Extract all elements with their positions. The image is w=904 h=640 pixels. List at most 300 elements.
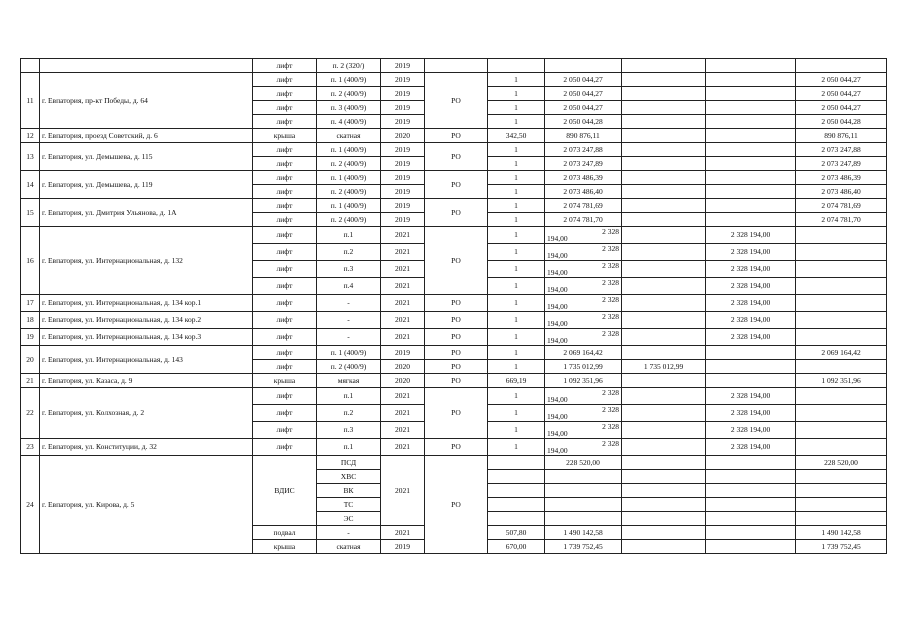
- quantity-cell: [488, 498, 545, 512]
- work-detail-cell: п.4: [317, 278, 381, 295]
- cost-cell: 2 050 044,27: [545, 87, 622, 101]
- address-cell: г. Евпатория, ул. Колхозная, д. 2: [40, 388, 253, 439]
- amount-2020-cell: [622, 143, 706, 157]
- row-number: 23: [21, 439, 40, 456]
- work-detail-cell: п. 1 (400/9): [317, 199, 381, 213]
- total-cell: [796, 422, 887, 439]
- year-cell: 2019: [381, 185, 425, 199]
- cost-cell: 2 328 194,00: [545, 388, 622, 405]
- year-cell: 2021: [381, 439, 425, 456]
- work-detail-cell: п. 2 (320/): [317, 59, 381, 73]
- quantity-cell: 1: [488, 360, 545, 374]
- work-detail-cell: п. 1 (400/9): [317, 346, 381, 360]
- quantity-cell: 1: [488, 213, 545, 227]
- year-cell: 2021: [381, 261, 425, 278]
- amount-2021-cell: [706, 129, 796, 143]
- amount-2020-cell: [622, 312, 706, 329]
- year-cell: 2019: [381, 87, 425, 101]
- amount-2020-cell: [622, 456, 706, 470]
- row-number: 18: [21, 312, 40, 329]
- total-cell: 890 876,11: [796, 129, 887, 143]
- total-cell: [796, 244, 887, 261]
- amount-2021-cell: 2 328 194,00: [706, 422, 796, 439]
- row-number: 22: [21, 388, 40, 439]
- cost-cell: 2 328 194,00: [545, 422, 622, 439]
- amount-2020-cell: [622, 498, 706, 512]
- quantity-cell: 669,19: [488, 374, 545, 388]
- table-row: [21, 329, 887, 346]
- table-row: [21, 439, 887, 456]
- work-detail-cell: ТС: [317, 498, 381, 512]
- total-cell: 1 739 752,45: [796, 540, 887, 554]
- address-cell: г. Евпатория, ул. Интернациональная, д. 134 кор.2: [40, 312, 253, 329]
- address-cell: г. Евпатория, пр-кт Победы, д. 64: [40, 73, 253, 129]
- work-detail-cell: п.1: [317, 439, 381, 456]
- work-detail-cell: п.2: [317, 405, 381, 422]
- work-type-cell: крыша: [253, 540, 317, 554]
- total-cell: [796, 439, 887, 456]
- quantity-cell: [488, 59, 545, 73]
- cost-cell: 1 735 012,99: [545, 360, 622, 374]
- cost-cell: 2 050 044,27: [545, 73, 622, 87]
- quantity-cell: 1: [488, 171, 545, 185]
- method-cell: РО: [425, 227, 488, 295]
- amount-2021-cell: 2 328 194,00: [706, 278, 796, 295]
- row-number: 11: [21, 73, 40, 129]
- year-cell: 2021: [381, 244, 425, 261]
- amount-2020-cell: [622, 59, 706, 73]
- amount-2020-cell: [622, 405, 706, 422]
- cost-cell: 890 876,11: [545, 129, 622, 143]
- year-cell: 2019: [381, 346, 425, 360]
- table-row: [21, 388, 887, 405]
- work-type-cell: лифт: [253, 157, 317, 171]
- total-cell: [796, 278, 887, 295]
- method-cell: РО: [425, 360, 488, 374]
- table-row: [21, 143, 887, 157]
- amount-2021-cell: 2 328 194,00: [706, 329, 796, 346]
- total-cell: 2 074 781,69: [796, 199, 887, 213]
- row-number: 14: [21, 171, 40, 199]
- method-cell: РО: [425, 199, 488, 227]
- work-detail-cell: п.2: [317, 244, 381, 261]
- year-cell: 2019: [381, 199, 425, 213]
- work-type-cell: лифт: [253, 360, 317, 374]
- table-row: [21, 227, 887, 244]
- cost-cell: 2 074 781,70: [545, 213, 622, 227]
- amount-2021-cell: 2 328 194,00: [706, 244, 796, 261]
- work-detail-cell: мягкая: [317, 374, 381, 388]
- year-cell: 2019: [381, 213, 425, 227]
- table-row: [21, 312, 887, 329]
- amount-2021-cell: [706, 73, 796, 87]
- year-cell: 2021: [381, 278, 425, 295]
- table-row: [21, 374, 887, 388]
- work-detail-cell: -: [317, 526, 381, 540]
- address-cell: г. Евпатория, ул. Интернациональная, д. 143: [40, 346, 253, 374]
- cost-cell: 2 328 194,00: [545, 261, 622, 278]
- cost-cell: 1 490 142,58: [545, 526, 622, 540]
- row-number: 21: [21, 374, 40, 388]
- work-detail-cell: п. 1 (400/9): [317, 143, 381, 157]
- quantity-cell: [488, 470, 545, 484]
- total-cell: [796, 498, 887, 512]
- year-cell: 2020: [381, 129, 425, 143]
- amount-2021-cell: [706, 101, 796, 115]
- total-cell: [796, 512, 887, 526]
- method-cell: [425, 59, 488, 73]
- method-cell: РО: [425, 346, 488, 360]
- year-cell: 2019: [381, 540, 425, 554]
- amount-2021-cell: [706, 213, 796, 227]
- amount-2021-cell: [706, 456, 796, 470]
- year-cell: 2021: [381, 295, 425, 312]
- year-cell: 2021: [381, 456, 425, 526]
- row-number: 15: [21, 199, 40, 227]
- quantity-cell: 1: [488, 329, 545, 346]
- quantity-cell: 1: [488, 312, 545, 329]
- work-type-cell: лифт: [253, 227, 317, 244]
- work-detail-cell: п.3: [317, 422, 381, 439]
- work-type-cell: лифт: [253, 329, 317, 346]
- year-cell: 2019: [381, 101, 425, 115]
- year-cell: 2019: [381, 157, 425, 171]
- total-cell: [796, 329, 887, 346]
- work-detail-cell: -: [317, 312, 381, 329]
- amount-2020-cell: [622, 422, 706, 439]
- work-type-cell: лифт: [253, 73, 317, 87]
- address-cell: г. Евпатория, ул. Кирова, д. 5: [40, 456, 253, 554]
- quantity-cell: 670,00: [488, 540, 545, 554]
- method-cell: РО: [425, 73, 488, 129]
- amount-2020-cell: [622, 185, 706, 199]
- quantity-cell: 1: [488, 295, 545, 312]
- year-cell: 2021: [381, 329, 425, 346]
- quantity-cell: 507,80: [488, 526, 545, 540]
- quantity-cell: 1: [488, 143, 545, 157]
- row-number: 13: [21, 143, 40, 171]
- work-detail-cell: скатная: [317, 129, 381, 143]
- total-cell: [796, 59, 887, 73]
- amount-2020-cell: [622, 213, 706, 227]
- amount-2021-cell: [706, 143, 796, 157]
- amount-2020-cell: [622, 101, 706, 115]
- cost-cell: 2 074 781,69: [545, 199, 622, 213]
- work-detail-cell: п. 2 (400/9): [317, 360, 381, 374]
- cost-cell: [545, 498, 622, 512]
- amount-2020-cell: [622, 73, 706, 87]
- address-cell: г. Евпатория, ул. Казаса, д. 9: [40, 374, 253, 388]
- method-cell: РО: [425, 388, 488, 439]
- cost-cell: 2 328 194,00: [545, 439, 622, 456]
- amount-2021-cell: 2 328 194,00: [706, 312, 796, 329]
- amount-2021-cell: [706, 199, 796, 213]
- work-detail-cell: п. 1 (400/9): [317, 171, 381, 185]
- cost-cell: 1 092 351,96: [545, 374, 622, 388]
- total-cell: [796, 295, 887, 312]
- quantity-cell: 1: [488, 87, 545, 101]
- method-cell: РО: [425, 295, 488, 312]
- amount-2020-cell: [622, 129, 706, 143]
- quantity-cell: 1: [488, 199, 545, 213]
- quantity-cell: 1: [488, 244, 545, 261]
- method-cell: РО: [425, 171, 488, 199]
- amount-2020-cell: [622, 470, 706, 484]
- cost-cell: 2 328 194,00: [545, 278, 622, 295]
- cost-cell: [545, 470, 622, 484]
- work-detail-cell: п. 4 (400/9): [317, 115, 381, 129]
- work-type-cell: лифт: [253, 346, 317, 360]
- capital-repair-table: [20, 58, 887, 554]
- amount-2020-cell: [622, 278, 706, 295]
- amount-2020-cell: 1 735 012,99: [622, 360, 706, 374]
- work-type-cell: лифт: [253, 143, 317, 157]
- year-cell: 2021: [381, 526, 425, 540]
- cost-cell: 2 050 044,27: [545, 101, 622, 115]
- quantity-cell: [488, 456, 545, 470]
- work-type-cell: лифт: [253, 439, 317, 456]
- amount-2020-cell: [622, 374, 706, 388]
- table-row: [21, 73, 887, 87]
- work-type-cell: лифт: [253, 213, 317, 227]
- address-cell: г. Евпатория, ул. Интернациональная, д. 134 кор.3: [40, 329, 253, 346]
- year-cell: 2020: [381, 360, 425, 374]
- total-cell: [796, 484, 887, 498]
- total-cell: [796, 261, 887, 278]
- total-cell: [796, 227, 887, 244]
- year-cell: 2019: [381, 171, 425, 185]
- table-row: [21, 59, 887, 73]
- total-cell: 2 050 044,27: [796, 101, 887, 115]
- year-cell: 2021: [381, 405, 425, 422]
- work-detail-cell: п. 2 (400/9): [317, 185, 381, 199]
- amount-2020-cell: [622, 526, 706, 540]
- cost-cell: 2 069 164,42: [545, 346, 622, 360]
- amount-2021-cell: [706, 498, 796, 512]
- amount-2020-cell: [622, 227, 706, 244]
- table-row: [21, 199, 887, 213]
- address-cell: г. Евпатория, ул. Конституции, д. 32: [40, 439, 253, 456]
- work-detail-cell: ЭС: [317, 512, 381, 526]
- work-type-cell: лифт: [253, 312, 317, 329]
- amount-2020-cell: [622, 484, 706, 498]
- amount-2021-cell: [706, 171, 796, 185]
- method-cell: РО: [425, 129, 488, 143]
- amount-2020-cell: [622, 346, 706, 360]
- row-number: 24: [21, 456, 40, 554]
- amount-2021-cell: [706, 512, 796, 526]
- total-cell: 2 050 044,28: [796, 115, 887, 129]
- work-detail-cell: п. 2 (400/9): [317, 87, 381, 101]
- amount-2020-cell: [622, 388, 706, 405]
- method-cell: РО: [425, 143, 488, 171]
- work-detail-cell: -: [317, 295, 381, 312]
- work-type-cell: лифт: [253, 171, 317, 185]
- quantity-cell: 1: [488, 115, 545, 129]
- amount-2020-cell: [622, 329, 706, 346]
- total-cell: 2 073 247,89: [796, 157, 887, 171]
- method-cell: РО: [425, 329, 488, 346]
- work-type-cell: лифт: [253, 405, 317, 422]
- amount-2021-cell: 2 328 194,00: [706, 227, 796, 244]
- address-cell: г. Евпатория, ул. Интернациональная, д. 134 кор.1: [40, 295, 253, 312]
- cost-cell: 2 073 486,40: [545, 185, 622, 199]
- work-type-cell: лифт: [253, 87, 317, 101]
- total-cell: [796, 388, 887, 405]
- method-cell: РО: [425, 456, 488, 554]
- address-cell: г. Евпатория, ул. Интернациональная, д. 132: [40, 227, 253, 295]
- work-type-cell: крыша: [253, 129, 317, 143]
- work-type-cell: подвал: [253, 526, 317, 540]
- quantity-cell: 1: [488, 405, 545, 422]
- quantity-cell: 1: [488, 101, 545, 115]
- table-body: [21, 59, 887, 554]
- cost-cell: 2 328 194,00: [545, 244, 622, 261]
- amount-2021-cell: [706, 374, 796, 388]
- total-cell: 2 050 044,27: [796, 73, 887, 87]
- work-detail-cell: ПСД: [317, 456, 381, 470]
- address-cell: г. Евпатория, ул. Демышева, д. 115: [40, 143, 253, 171]
- work-type-cell: лифт: [253, 101, 317, 115]
- address-cell: г. Евпатория, ул. Дмитрия Ульянова, д. 1А: [40, 199, 253, 227]
- amount-2021-cell: 2 328 194,00: [706, 405, 796, 422]
- cost-cell: 2 073 247,88: [545, 143, 622, 157]
- amount-2021-cell: 2 328 194,00: [706, 439, 796, 456]
- total-cell: [796, 470, 887, 484]
- total-cell: 1 092 351,96: [796, 374, 887, 388]
- amount-2021-cell: [706, 115, 796, 129]
- work-type-cell: лифт: [253, 59, 317, 73]
- cost-cell: 2 328 194,00: [545, 405, 622, 422]
- total-cell: 1 490 142,58: [796, 526, 887, 540]
- cost-cell: 2 073 486,39: [545, 171, 622, 185]
- quantity-cell: 1: [488, 227, 545, 244]
- quantity-cell: 1: [488, 439, 545, 456]
- work-detail-cell: п. 1 (400/9): [317, 73, 381, 87]
- work-detail-cell: ХВС: [317, 470, 381, 484]
- cost-cell: 2 328 194,00: [545, 312, 622, 329]
- cost-cell: 228 520,00: [545, 456, 622, 470]
- work-type-cell: лифт: [253, 422, 317, 439]
- method-cell: РО: [425, 374, 488, 388]
- amount-2020-cell: [622, 512, 706, 526]
- cost-cell: 1 739 752,45: [545, 540, 622, 554]
- table-row: [21, 456, 887, 470]
- row-number: 19: [21, 329, 40, 346]
- year-cell: 2021: [381, 422, 425, 439]
- work-detail-cell: -: [317, 329, 381, 346]
- year-cell: 2021: [381, 312, 425, 329]
- quantity-cell: 1: [488, 346, 545, 360]
- quantity-cell: 1: [488, 261, 545, 278]
- amount-2021-cell: [706, 484, 796, 498]
- amount-2020-cell: [622, 87, 706, 101]
- row-number: 17: [21, 295, 40, 312]
- row-number: 20: [21, 346, 40, 374]
- total-cell: 228 520,00: [796, 456, 887, 470]
- amount-2020-cell: [622, 261, 706, 278]
- quantity-cell: 342,50: [488, 129, 545, 143]
- cost-cell: 2 050 044,28: [545, 115, 622, 129]
- year-cell: 2020: [381, 374, 425, 388]
- total-cell: [796, 312, 887, 329]
- amount-2020-cell: [622, 295, 706, 312]
- row-number: [21, 59, 40, 73]
- work-type-cell: лифт: [253, 115, 317, 129]
- work-type-cell: лифт: [253, 388, 317, 405]
- work-detail-cell: п. 3 (400/9): [317, 101, 381, 115]
- cost-cell: [545, 59, 622, 73]
- work-detail-cell: п. 2 (400/9): [317, 213, 381, 227]
- amount-2021-cell: [706, 540, 796, 554]
- cost-cell: 2 073 247,89: [545, 157, 622, 171]
- cost-cell: [545, 512, 622, 526]
- work-type-cell: лифт: [253, 261, 317, 278]
- year-cell: 2021: [381, 227, 425, 244]
- total-cell: 2 073 486,40: [796, 185, 887, 199]
- work-detail-cell: п.3: [317, 261, 381, 278]
- total-cell: 2 073 486,39: [796, 171, 887, 185]
- amount-2021-cell: [706, 360, 796, 374]
- total-cell: 2 073 247,88: [796, 143, 887, 157]
- address-cell: [40, 59, 253, 73]
- amount-2020-cell: [622, 115, 706, 129]
- quantity-cell: 1: [488, 73, 545, 87]
- year-cell: 2021: [381, 388, 425, 405]
- work-detail-cell: п.1: [317, 227, 381, 244]
- work-detail-cell: п.1: [317, 388, 381, 405]
- address-cell: г. Евпатория, ул. Демышева, д. 119: [40, 171, 253, 199]
- amount-2021-cell: [706, 87, 796, 101]
- total-cell: [796, 360, 887, 374]
- table-row: [21, 295, 887, 312]
- work-type-cell: лифт: [253, 244, 317, 261]
- quantity-cell: 1: [488, 388, 545, 405]
- amount-2021-cell: [706, 346, 796, 360]
- address-cell: г. Евпатория, проезд Советский, д. 6: [40, 129, 253, 143]
- quantity-cell: 1: [488, 422, 545, 439]
- row-number: 16: [21, 227, 40, 295]
- amount-2021-cell: 2 328 194,00: [706, 261, 796, 278]
- quantity-cell: [488, 512, 545, 526]
- amount-2020-cell: [622, 439, 706, 456]
- amount-2021-cell: [706, 526, 796, 540]
- amount-2020-cell: [622, 199, 706, 213]
- amount-2021-cell: [706, 470, 796, 484]
- year-cell: 2019: [381, 115, 425, 129]
- amount-2021-cell: [706, 185, 796, 199]
- amount-2020-cell: [622, 171, 706, 185]
- row-number: 12: [21, 129, 40, 143]
- cost-cell: 2 328 194,00: [545, 227, 622, 244]
- method-cell: РО: [425, 312, 488, 329]
- cost-cell: 2 328 194,00: [545, 329, 622, 346]
- table-row: [21, 129, 887, 143]
- quantity-cell: 1: [488, 185, 545, 199]
- work-detail-cell: скатная: [317, 540, 381, 554]
- amount-2021-cell: [706, 59, 796, 73]
- amount-2020-cell: [622, 244, 706, 261]
- work-type-cell: лифт: [253, 278, 317, 295]
- amount-2021-cell: 2 328 194,00: [706, 295, 796, 312]
- cost-cell: [545, 484, 622, 498]
- quantity-cell: 1: [488, 278, 545, 295]
- amount-2020-cell: [622, 540, 706, 554]
- year-cell: 2019: [381, 143, 425, 157]
- table-row: [21, 346, 887, 360]
- method-cell: РО: [425, 439, 488, 456]
- cost-cell: 2 328 194,00: [545, 295, 622, 312]
